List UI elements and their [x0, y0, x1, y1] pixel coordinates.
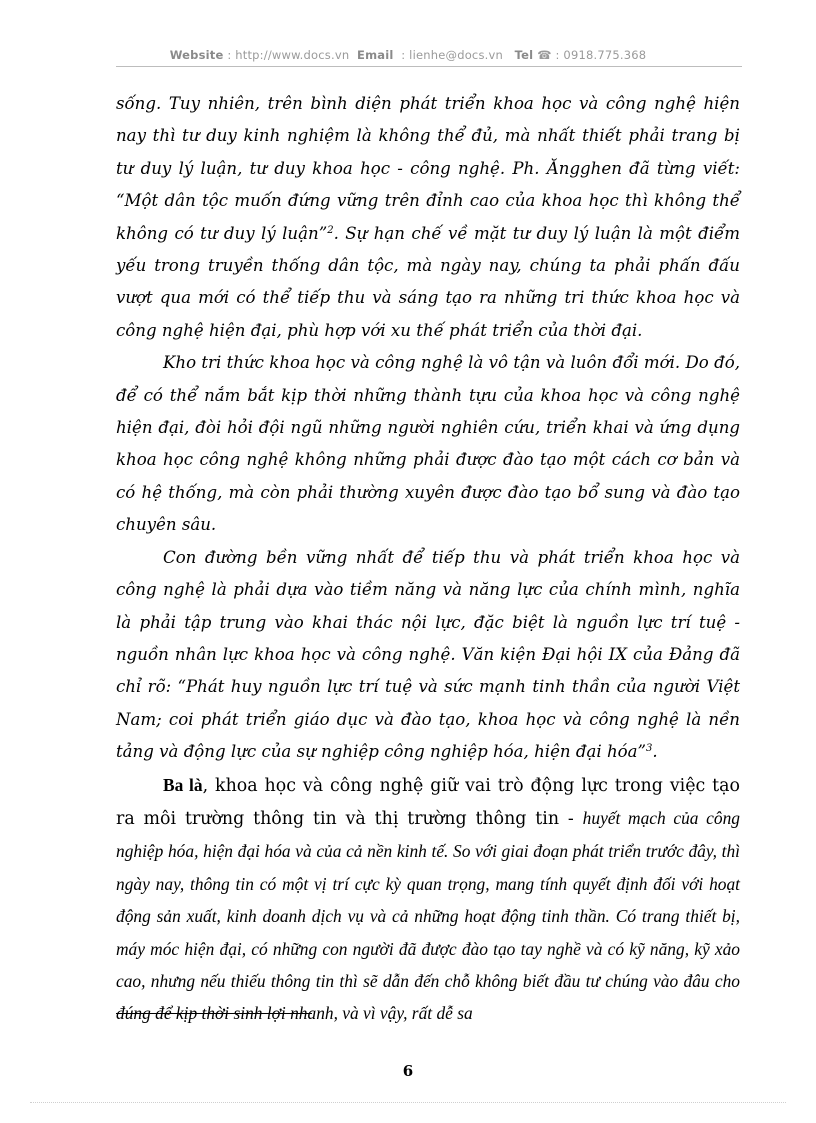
- document-body: [116, 88, 740, 1030]
- paragraph-1: [116, 88, 740, 347]
- website-link[interactable]: : http://www.docs.vn: [227, 48, 350, 62]
- footnote-ref-3[interactable]: 3: [646, 743, 653, 755]
- footnote-ref-2[interactable]: 2: [327, 224, 334, 236]
- website-label: Website: [169, 48, 224, 62]
- paragraph-3: [116, 542, 740, 769]
- tel-label: Tel: [514, 48, 534, 62]
- email-label: Email: [357, 48, 394, 62]
- paragraph-4-lead: , khoa học và công nghệ giữ vai trò động lực trong việc tạo ra môi trường thông tin và thị trường thông tin -: [116, 775, 740, 829]
- tel-value: : 0918.775.368: [555, 48, 647, 62]
- page-number: 6: [402, 1062, 414, 1080]
- header-divider: [116, 66, 742, 67]
- paragraph-1-text-after: . Sự hạn chế về mặt tư duy lý luận là một điểm yếu trong truyền thống dân tộc, mà ngày nay, chúng ta phải phấn đấu vượt qua mới có thể tiếp thu và sáng tạo ra những tri thức khoa học và công nghệ hiện đại, phù hợp với xu thế phát triển của thời đại.: [116, 223, 740, 340]
- page-header: [0, 48, 816, 62]
- paragraph-4-text: huyết mạch của công nghiệp hóa, hiện đại hóa và của cả nền kinh tế. So với giai đoạn phát triển trước đây, thì ngày nay, thông tin có một vị trí cực kỳ quan trọng, mang tính quyết định đối với hoạt động sản xuất, kinh doanh dịch vụ và cả những hoạt động tinh thần. Có trang thiết bị, máy móc hiện đại, có những con người đã được đào tạo tay nghề và có kỹ năng, kỹ xảo cao, nhưng nếu thiếu thông tin thì sẽ dẫn đến chỗ không biết đầu tư chúng vào đâu cho đúng để kịp thời sinh lợi nhanh, và vì vậy, rất dễ sa: [116, 807, 740, 1024]
- email-link[interactable]: : lienhe@docs.vn: [401, 48, 503, 62]
- page-bottom-border: [30, 1102, 786, 1103]
- paragraph-4: [116, 769, 740, 1030]
- footnote-separator: [116, 1013, 312, 1014]
- paragraph-2: Kho tri thức khoa học và công nghệ là vô tận và luôn đổi mới. Do đó, để có thể nắm bắt kịp thời những thành tựu của khoa học và công nghệ hiện đại, đòi hỏi đội ngũ những người nghiên cứu, triển khai và ứng dụng khoa học công nghệ không những phải được đào tạo một cách cơ bản và có hệ thống, mà còn phải thường xuyên được đào tạo bổ sung và đào tạo chuyên sâu.: [116, 353, 740, 535]
- paragraph-3-text-after: .: [652, 742, 658, 762]
- paragraph-3-text: Con đường bền vững nhất để tiếp thu và phát triển khoa học và công nghệ là phải dựa vào tiềm năng và năng lực của chính mình, nghĩa là phải tập trung vào khai thác nội lực, đặc biệt là nguồn lực trí tuệ - nguồn nhân lực khoa học và công nghệ. Văn kiện Đại hội IX của Đảng đã chỉ rõ: “Phát huy nguồn lực trí tuệ và sức mạnh tinh thần của người Việt Nam; coi phát triển giáo dục và đào tạo, khoa học và công nghệ là nền tảng và động lực của sự nghiệp công nghiệp hóa, hiện đại hóa”: [116, 547, 740, 762]
- phone-icon: ☎: [537, 48, 552, 62]
- paragraph-1-text: sống. Tuy nhiên, trên bình diện phát triển khoa học và công nghệ hiện nay thì tư duy kinh nghiệm là không thể đủ, mà nhất thiết phải trang bị tư duy lý luận, tư duy khoa học - công nghệ. Ph. Ăngghen đã từng viết: “Một dân tộc muốn đứng vững trên đỉnh cao của khoa học thì không thể không có tư duy lý luận”: [116, 94, 740, 243]
- paragraph-4-lead-bold: Ba là: [163, 774, 203, 795]
